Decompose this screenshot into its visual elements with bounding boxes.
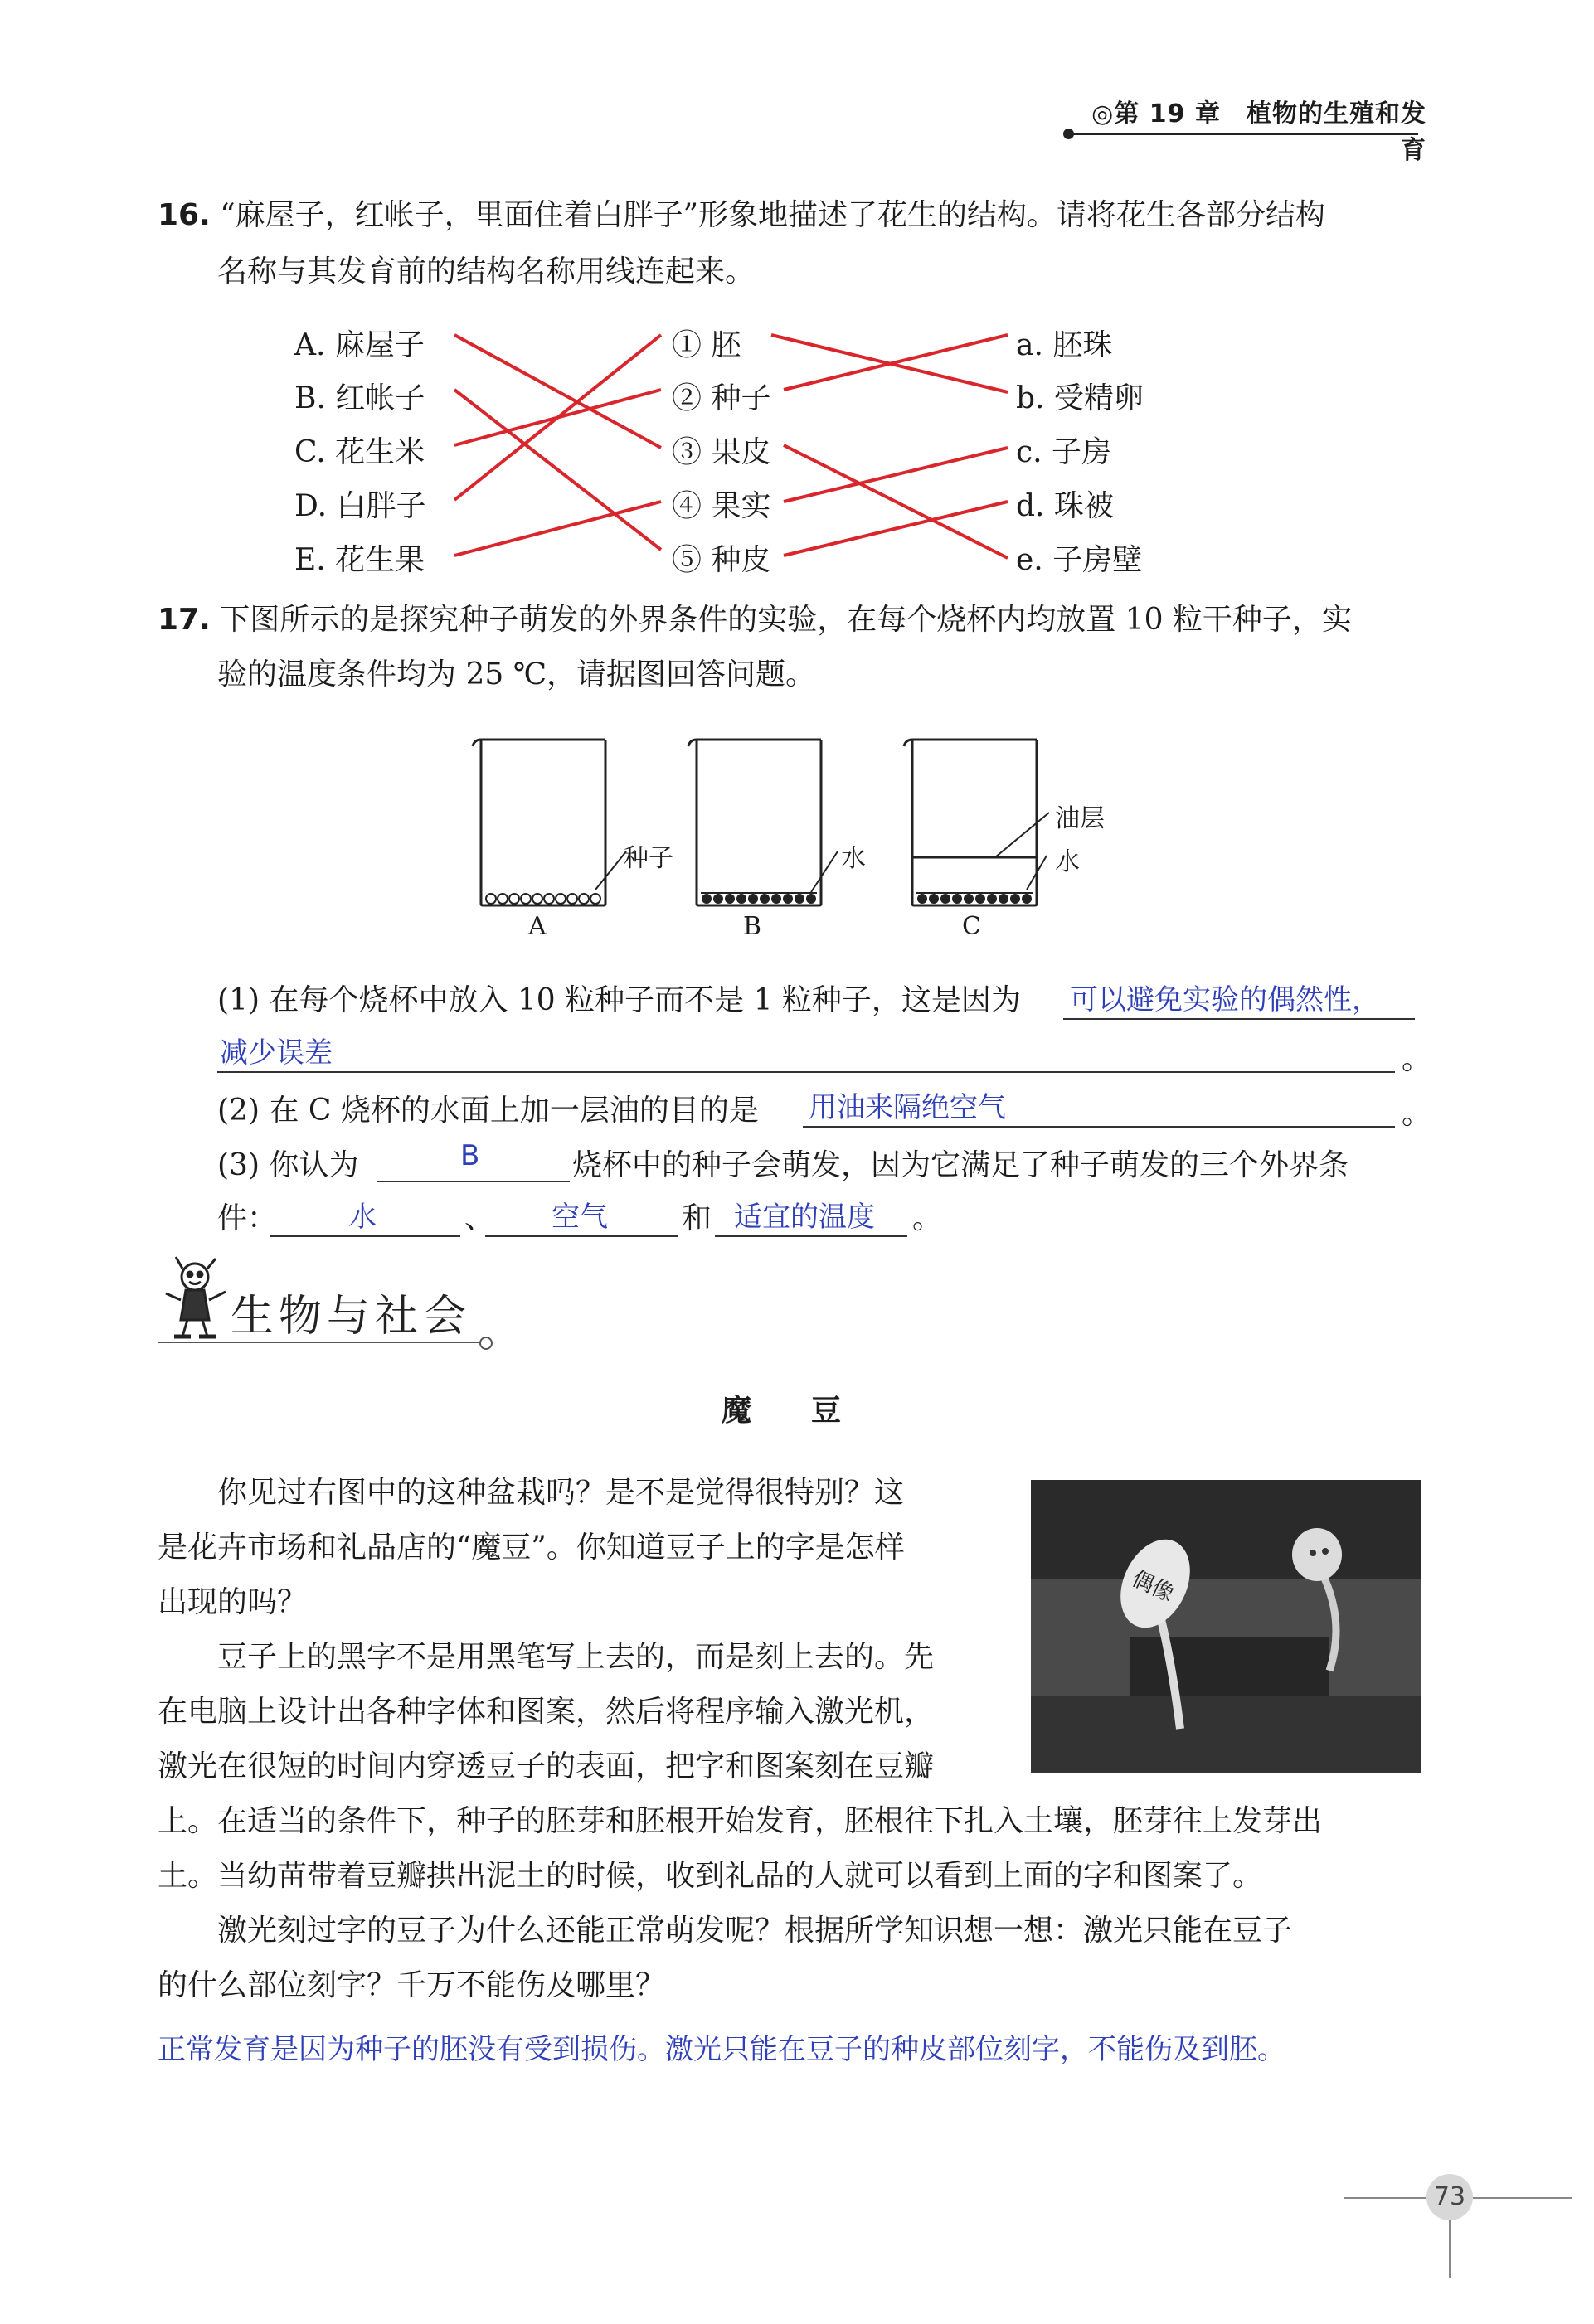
q17-sub3-a: (3) 你认为 bbox=[217, 1148, 359, 1182]
article-paragraph-2 bbox=[158, 1794, 1426, 2013]
match-4-c bbox=[784, 448, 1008, 502]
p2-line5: 土。当幼苗带着豆瓣拱出泥土的时候，收到礼品的人就可以看到上面的字和图案了。 bbox=[158, 1859, 1263, 1893]
q17-sub3-answer-2: 空气 bbox=[552, 1201, 608, 1234]
match-5-d bbox=[784, 502, 1008, 556]
q16-mid-2: ② 种子 bbox=[672, 381, 771, 415]
q17-sub3-sep: 、 bbox=[464, 1201, 495, 1235]
match-3-e bbox=[784, 445, 1008, 558]
article-answer: 正常发育是因为种子的胚没有受到损伤。激光只能在豆子的种皮部位刻字，不能伤及到胚。 bbox=[158, 2033, 1285, 2066]
p2-line2: 在电脑上设计出各种字体和图案，然后将程序输入激光机， bbox=[158, 1695, 935, 1729]
match-b-5 bbox=[454, 390, 661, 550]
p1-line1: 你见过右图中的这种盆栽吗？是不是觉得很特别？这 bbox=[217, 1476, 905, 1510]
p2-line1: 豆子上的黑字不是用黑笔写上去的，而是刻上去的。先 bbox=[217, 1640, 935, 1674]
water-label-b: 水 bbox=[841, 844, 866, 873]
q16-right-e: e. 子房壁 bbox=[1016, 543, 1143, 577]
q17-sub1: (1) 在每个烧杯中放入 10 粒种子而不是 1 粒种子，这是因为 bbox=[217, 983, 1021, 1017]
q17-sub3-period: 。 bbox=[912, 1201, 943, 1235]
q16-mid-4: ④ 果实 bbox=[672, 489, 771, 523]
p3-line1: 激光刻过字的豆子为什么还能正常萌发呢？根据所学知识想一想：激光只能在豆子 bbox=[217, 1914, 1293, 1948]
q17-sub3-blank-3 bbox=[715, 1235, 907, 1237]
magic-bean-illustration bbox=[1031, 1480, 1421, 1773]
water-pointer-b bbox=[811, 851, 838, 892]
mascot-icon bbox=[158, 1252, 241, 1343]
p2-line3: 激光在很短的时间内穿透豆子的表面，把字和图案刻在豆瓣 bbox=[158, 1749, 935, 1783]
q16-mid-3: ③ 果皮 bbox=[672, 435, 771, 469]
beaker-b bbox=[688, 740, 821, 905]
q17-sub1-answer-a: 可以避免实验的偶然性， bbox=[1070, 983, 1380, 1016]
q16-left-e: E. 花生果 bbox=[294, 543, 425, 577]
beaker-b-label: B bbox=[743, 912, 762, 941]
q16-right-a: a. 胚珠 bbox=[1016, 328, 1113, 362]
q17-sub3-answer-3: 适宜的温度 bbox=[734, 1201, 875, 1234]
water-label-c: 水 bbox=[1055, 847, 1080, 876]
q17-sub2-period: 。 bbox=[1402, 1097, 1432, 1131]
q16-line2: 名称与其发育前的结构名称用线连起来。 bbox=[217, 255, 756, 289]
article-title: 魔 豆 bbox=[722, 1394, 842, 1428]
q17-text: 下图所示的是探究种子萌发的外界条件的实验，在每个烧杯内均放置 10 粒干种子，实 bbox=[220, 603, 1352, 637]
article-paragraph-1 bbox=[158, 1466, 1004, 1794]
beaker-c-label: C bbox=[962, 912, 981, 941]
q16-text: “麻屋子，红帐子，里面住着白胖子”形象地描述了花生的结构。请将花生各部分结构 bbox=[220, 198, 1326, 232]
beaker-a-label: A bbox=[528, 912, 547, 941]
seed-label: 种子 bbox=[624, 844, 673, 873]
q17-line1 bbox=[158, 602, 1352, 638]
q16-left-a: A. 麻屋子 bbox=[294, 328, 425, 362]
q17-sub1-answer-b: 减少误差 bbox=[220, 1036, 333, 1070]
q16-left-d: D. 白胖子 bbox=[294, 489, 426, 523]
p1-line3: 出现的吗？ bbox=[158, 1585, 308, 1619]
p2-line4: 上。在适当的条件下，种子的胚芽和胚根开始发育，胚根往下扎入土壤，胚芽往上发芽出 bbox=[158, 1804, 1323, 1838]
q17-sub3-c: 件： bbox=[217, 1201, 278, 1235]
q16-number: 16. bbox=[158, 198, 211, 232]
section-underline bbox=[158, 1342, 481, 1343]
oil-label: 油层 bbox=[1055, 804, 1105, 833]
q16-mid-5: ⑤ 种皮 bbox=[672, 543, 771, 577]
footer-rule-left bbox=[1344, 2197, 1426, 2199]
q17-sub1-blank-a bbox=[1063, 1018, 1415, 1020]
beaker-a bbox=[473, 740, 605, 905]
q17-sub3-b: 烧杯中的种子会萌发，因为它满足了种子萌发的三个外界条 bbox=[572, 1148, 1349, 1182]
section-title: 生物与社会 bbox=[231, 1292, 472, 1342]
footer-rule-right bbox=[1473, 2197, 1572, 2199]
q17-sub2-blank bbox=[803, 1126, 1395, 1128]
q16-mid-1: ① 胚 bbox=[672, 328, 741, 362]
match-e-4 bbox=[454, 502, 661, 556]
q16-matching-lines bbox=[0, 0, 1594, 630]
q17-sub3-blank-beaker bbox=[377, 1181, 570, 1182]
q17-sub2-answer: 用油来隔绝空气 bbox=[809, 1091, 1006, 1124]
q17-sub1-period: 。 bbox=[1402, 1042, 1432, 1076]
match-d-1 bbox=[454, 335, 661, 500]
chapter-header: ◎第 19 章 植物的生殖和发育 bbox=[1091, 99, 1426, 165]
beaker-c bbox=[904, 740, 1037, 905]
q17-sub3-blank-1 bbox=[270, 1235, 460, 1237]
q17-sub3-and: 和 bbox=[682, 1201, 712, 1235]
magic-bean-photo bbox=[1031, 1480, 1421, 1773]
q16-right-b: b. 受精卵 bbox=[1016, 381, 1144, 415]
match-a-3 bbox=[454, 335, 661, 448]
q17-line2: 验的温度条件均为 25 ℃，请据图回答问题。 bbox=[217, 657, 815, 691]
q16-left-c: C. 花生米 bbox=[294, 435, 425, 469]
section-underline-dot bbox=[479, 1337, 493, 1350]
p3-line2: 的什么部位刻字？千万不能伤及哪里？ bbox=[158, 1968, 666, 2002]
q17-sub1-blank-b bbox=[217, 1071, 1395, 1073]
seed-pointer bbox=[595, 851, 626, 890]
q17-sub3-blank-2 bbox=[485, 1235, 678, 1237]
q17-number: 17. bbox=[158, 603, 211, 637]
footer-rule-vertical bbox=[1449, 2220, 1451, 2278]
q16-right-d: d. 珠被 bbox=[1016, 489, 1114, 523]
q16-left-b: B. 红帐子 bbox=[294, 381, 425, 415]
q17-sub3-answer-1: 水 bbox=[348, 1201, 377, 1234]
p1-line2: 是花卉市场和礼品店的“魔豆”。你知道豆子上的字是怎样 bbox=[158, 1531, 905, 1565]
match-2-a bbox=[784, 335, 1008, 390]
q16-right-c: c. 子房 bbox=[1016, 435, 1112, 469]
bean-text: 偶像 bbox=[1128, 1566, 1178, 1608]
q17-sub2: (2) 在 C 烧杯的水面上加一层油的目的是 bbox=[217, 1094, 759, 1128]
page-number: 73 bbox=[1426, 2174, 1473, 2220]
q17-sub3-answer-beaker: B bbox=[460, 1139, 480, 1172]
oil-pointer bbox=[995, 813, 1049, 857]
